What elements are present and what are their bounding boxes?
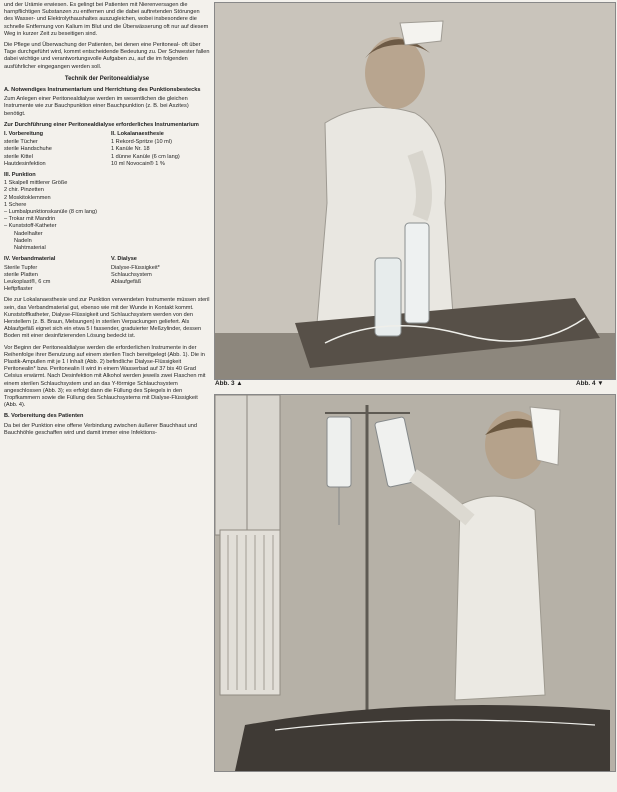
instrument-group-2 <box>4 172 210 252</box>
instrument-group-1 <box>4 131 210 168</box>
list-item: Hautdesinfektion <box>4 160 46 167</box>
section-b-title: B. Vorbereitung des Patienten <box>4 413 84 420</box>
lokalanaesthesie-title: II. Lokalanaesthesie <box>111 131 164 138</box>
list-item: sterile Kittel <box>4 153 33 160</box>
list-item: 2 chir. Pinzetten <box>4 187 44 194</box>
photo-nurse-preparing-bottles <box>214 2 616 380</box>
photo-nurse-infusion-stand <box>214 394 616 772</box>
body-paragraph-1: Die zur Lokalanaesthesie und zur Punktion verwendeten Instrumente müssen steril sein, das Verbandmaterial gut, ebenso wie mit der Wunde in Kontakt kommt. Kunststoffkatheter, Dialyse-Flüssigkeit und Schlauchsystem werden von den Herstellern (z. B. Braun, Melsungen) in sterilen Verpackungen geliefert. Als Ablaufgefäß eignet sich ein etwa 5 l fassender, graduierter Meßzylinder, dessen Boden mit einer desinfizierenden Lösung bedeckt ist. <box>4 297 210 340</box>
list-item: 1 Kanüle Nr. 18 <box>111 146 150 153</box>
list-item: Leukoplast®, 6 cm <box>4 278 51 285</box>
section-a-title: A. Notwendiges Instrumentarium und Herrichtung des Punktionsbestecks <box>4 87 201 94</box>
text-column <box>4 2 210 788</box>
list-item: 1 Skalpell mittlerer Größe <box>4 180 68 187</box>
list-item: – Lumbalpunktionskanüle (8 cm lang) <box>4 209 97 216</box>
list-item: sterile Tücher <box>4 139 38 146</box>
list-item: 1 Schere <box>4 201 27 208</box>
list-item: 1 dünne Kanüle (6 cm lang) <box>111 153 180 160</box>
list-item: 10 ml Novocain® 1 % <box>111 160 165 167</box>
section-a-text: Zum Anlegen einer Peritonealdialyse werden im wesentlichen die gleichen Instrumente wie zur Bauchpunktion einer Bauchpunktion (z. B. bei Aszites) benötigt. <box>4 96 189 117</box>
punktion-title: III. Punktion <box>4 172 36 179</box>
intro-paragraph-2: Die Pflege und Überwachung der Patienten, bei denen eine Peritoneal- oft über Tage durchgeführt wird, kommt entscheidende Bedeutung zu. Der Schwester fallen dabei wichtige und verantwortungsvolle Aufgaben zu, auf die im folgenden ausführlicher eingegangen werden soll. <box>4 42 210 70</box>
list-item: – Trokar mit Mandrin <box>4 216 56 223</box>
list-item: – Kunststoff-Katheter <box>4 223 57 230</box>
list-item: Schlauchsystem <box>111 271 152 278</box>
list-item: sterile Platten <box>4 271 38 278</box>
caption-abb-3: Abb. 3 ▲ <box>215 380 243 387</box>
section-b-text: Da bei der Punktion eine offene Verbindung zwischen äußerer Bauchhaut und Bauchhöhle geschaffen wird und damit immer eine Infektions- <box>4 422 198 436</box>
body-paragraph-2: Vor Beginn der Peritonealdialyse werden die erforderlichen Instrumente in der Reihenfolge ihrer Benutzung auf einem sterilen Tisch bereitgelegt (Abb. 1). Die in Plastik-Ampullen mit je 1 l Inhalt (Abb. 2) befindliche Dialyse-Flüssigkeit Peritonealin* bzw. Peritonealin II wird in einem Wasserbad auf 37 bis 40 Grad Celsius erwärmt. Nach Desinfektion mit Alkohol werden jeweils zwei Flaschen mit einem sterilen Schlauchsystem und an das Y-förmige Schlauchsystem angeschlossen (Abb. 3); es erfolgt dann die Füllung des Spiegels in den Tropfkammern sowie die Füllung des Schlauchsystems mit Dialyse-Flüssigkeit (Abb. 4). <box>4 344 206 409</box>
list-item: 1 Rekord-Spritze (10 ml) <box>111 139 172 146</box>
list-item: Heftpflaster <box>4 286 33 293</box>
list-item: Nahtmaterial <box>14 245 46 252</box>
list-item: Nadelhalter <box>14 230 43 237</box>
list-item: 2 Moskitoklemmen <box>4 194 51 201</box>
intro-paragraph-1: und der Urämie erwiesen. Es gelingt bei Patienten mit Nierenversagen die harnpflichtigen Substanzen zu entfernen und die dabei auftretenden Störungen des Wasser- und Elektrolythaushaltes auszugleichen, wobei insbesondere die schnelle Entfernung von Kalium im Blut und die Überwässerung oft nur auf diesem Weg in kurzer Zeit zu beseitigen sind. <box>4 2 209 37</box>
section-title: Technik der Peritonealdialyse <box>64 75 150 82</box>
dialyse-title: V. Dialyse <box>111 256 137 263</box>
verbandmaterial-title: IV. Verbandmaterial <box>4 256 56 263</box>
instrument-list-title: Zur Durchführung einer Peritonealdialyse erforderliches Instrumentarium <box>4 121 199 128</box>
instrument-group-3 <box>4 256 210 293</box>
list-item: Sterile Tupfer <box>4 264 38 271</box>
list-item: sterile Handschuhe <box>4 146 52 153</box>
list-item: Ablaufgefäß <box>111 278 142 285</box>
caption-abb-4: Abb. 4 ▼ <box>576 380 604 387</box>
list-item: Nadeln <box>14 237 32 244</box>
vorbereitung-title: I. Vorbereitung <box>4 131 44 138</box>
list-item: Dialyse-Flüssigkeit* <box>111 264 160 271</box>
